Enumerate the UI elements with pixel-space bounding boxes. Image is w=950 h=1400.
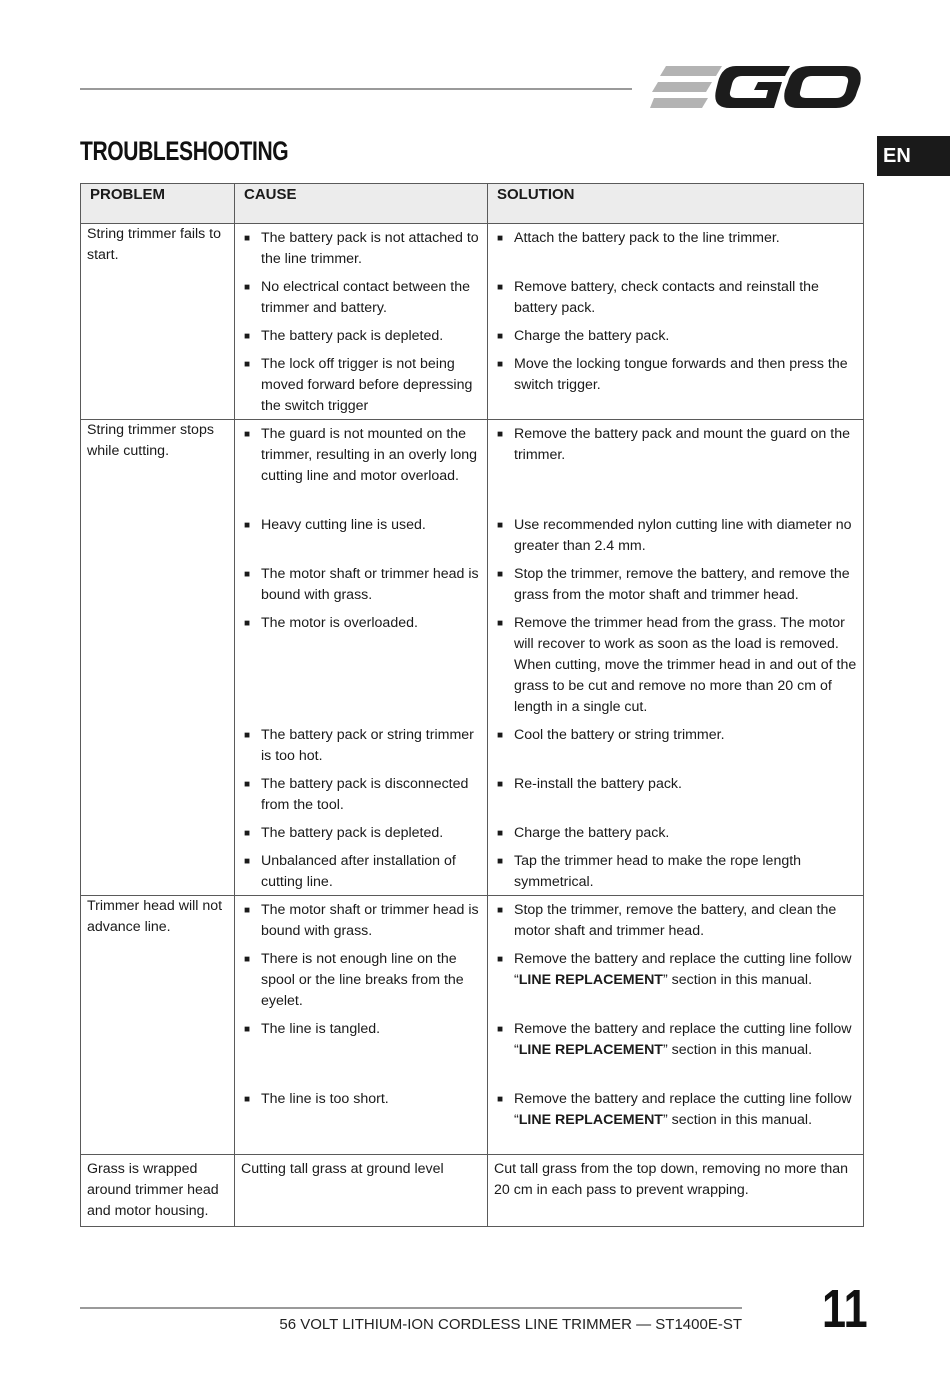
header-cause: CAUSE <box>235 184 488 224</box>
ego-logo <box>650 62 862 112</box>
solution-item: ■ Stop the trimmer, remove the battery, and remove the grass from the motor shaft and trimmer head. <box>494 564 860 613</box>
cause-item: ■ There is not enough line on the spool or the line breaks from the eyelet. <box>241 949 484 1019</box>
solution-item: ■ Remove battery, check contacts and reinstall the battery pack. <box>494 277 860 326</box>
header-problem: PROBLEM <box>81 184 235 224</box>
cause-item: ■ The line is tangled. <box>241 1019 484 1089</box>
page-title: TROUBLESHOOTING <box>80 136 289 166</box>
cause-item: ■ Unbalanced after installation of cutting line. <box>241 851 484 893</box>
cause-item: ■ Heavy cutting line is used. <box>241 515 484 564</box>
problem-cell: Grass is wrapped around trimmer head and motor housing. <box>81 1155 235 1227</box>
cause-item: ■ The motor is overloaded. <box>241 613 484 725</box>
cause-item: ■ The line is too short. <box>241 1089 484 1152</box>
footer-rule <box>80 1307 742 1309</box>
page-number: 11 <box>822 1279 868 1339</box>
cause-item: ■ The battery pack is disconnected from the tool. <box>241 774 484 823</box>
table-row <box>81 420 864 896</box>
problem-cell: String trimmer stops while cutting. <box>81 420 235 896</box>
cause-item: ■ The lock off trigger is not being moved forward before depressing the switch trigger <box>241 354 484 417</box>
solution-item: ■ Remove the battery and replace the cutting line follow “LINE REPLACEMENT” section in this manual. <box>494 1089 860 1152</box>
solution-cell <box>488 224 864 420</box>
solution-item: ■ Remove the battery and replace the cutting line follow “LINE REPLACEMENT” section in this manual. <box>494 1019 860 1089</box>
header-rule <box>80 88 632 90</box>
cause-item: ■ The battery pack or string trimmer is too hot. <box>241 725 484 774</box>
solution-cell <box>488 896 864 1155</box>
cause-item: ■ The motor shaft or trimmer head is bound with grass. <box>241 564 484 613</box>
language-tab: EN <box>877 136 950 176</box>
problem-cell: Trimmer head will not advance line. <box>81 896 235 1155</box>
solution-item: ■ Cool the battery or string trimmer. <box>494 725 860 774</box>
problem-cell: String trimmer fails to start. <box>81 224 235 420</box>
cause-item: ■ The battery pack is depleted. <box>241 326 484 354</box>
cause-item: ■ No electrical contact between the trimmer and battery. <box>241 277 484 326</box>
solution-item: ■ Remove the battery pack and mount the guard on the trimmer. <box>494 424 860 515</box>
footer-text: 56 VOLT LITHIUM-ION CORDLESS LINE TRIMMER — ST1400E-ST <box>279 1316 742 1333</box>
cause-item: ■ The guard is not mounted on the trimmer, resulting in an overly long cutting line and motor overload. <box>241 424 484 515</box>
solution-cell: Cut tall grass from the top down, removing no more than 20 cm in each pass to prevent wrapping. <box>488 1155 864 1227</box>
cause-cell <box>235 224 488 420</box>
solution-item: ■ Stop the trimmer, remove the battery, and clean the motor shaft and trimmer head. <box>494 900 860 949</box>
table-row <box>81 224 864 420</box>
solution-item: ■ Move the locking tongue forwards and then press the switch trigger. <box>494 354 860 417</box>
solution-item: ■ Charge the battery pack. <box>494 823 860 851</box>
cause-item: ■ The battery pack is not attached to the line trimmer. <box>241 228 484 277</box>
solution-item: ■ Remove the battery and replace the cutting line follow “LINE REPLACEMENT” section in this manual. <box>494 949 860 1019</box>
solution-item: ■ Charge the battery pack. <box>494 326 860 354</box>
header-solution: SOLUTION <box>488 184 864 224</box>
cause-cell <box>235 896 488 1155</box>
solution-item: ■ Tap the trimmer head to make the rope length symmetrical. <box>494 851 860 893</box>
table-header-row <box>81 184 864 224</box>
solution-item: ■ Attach the battery pack to the line trimmer. <box>494 228 860 277</box>
cause-item: ■ The motor shaft or trimmer head is bound with grass. <box>241 900 484 949</box>
cause-item: ■ The battery pack is depleted. <box>241 823 484 851</box>
solution-cell <box>488 420 864 896</box>
solution-item: ■ Re-install the battery pack. <box>494 774 860 823</box>
table-row <box>81 896 864 1155</box>
cause-cell: Cutting tall grass at ground level <box>235 1155 488 1227</box>
troubleshooting-table <box>80 183 864 1227</box>
solution-item: ■ Remove the trimmer head from the grass. The motor will recover to work as soon as the load is removed. When cutting, move the trimmer head in and out of the grass to be cut and remove no more than 20 cm of length in a single cut. <box>494 613 860 725</box>
cause-cell <box>235 420 488 896</box>
table-row <box>81 1155 864 1227</box>
solution-item: ■ Use recommended nylon cutting line with diameter no greater than 2.4 mm. <box>494 515 860 564</box>
